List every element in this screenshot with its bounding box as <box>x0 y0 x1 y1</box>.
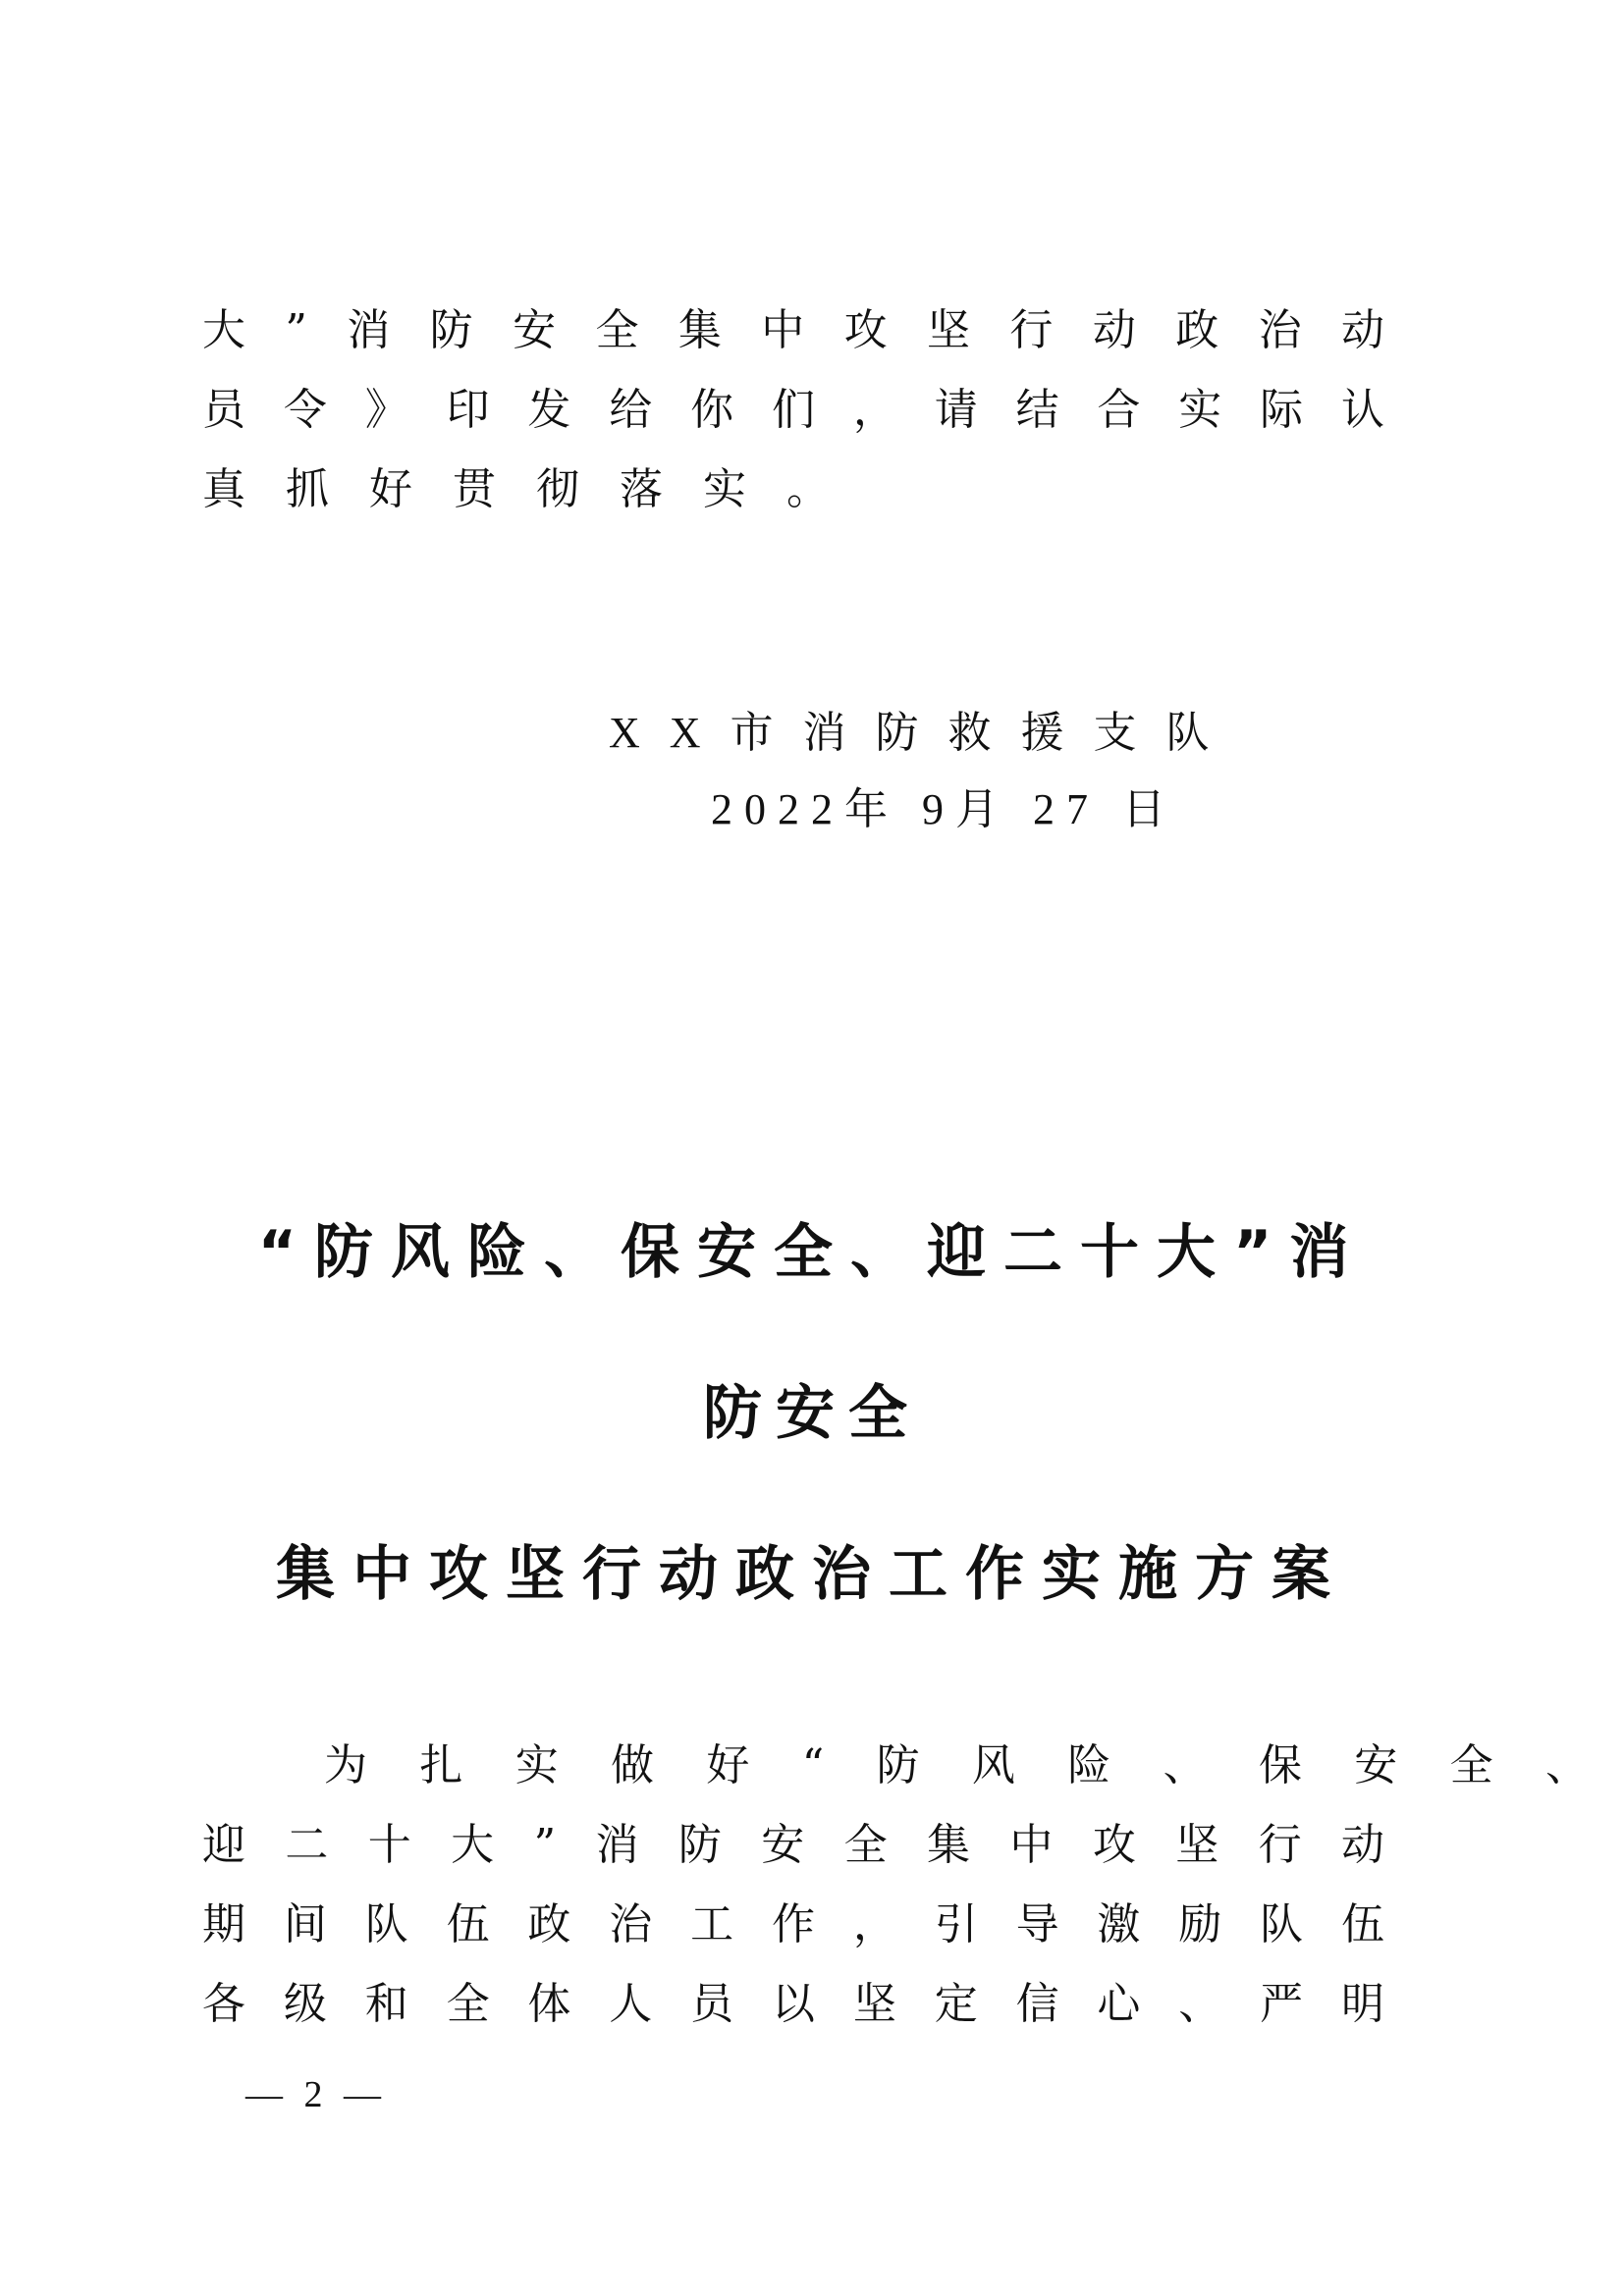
document-title-line-1: “防风险、保安全、迎二十大”消 <box>257 1218 1367 1287</box>
intro-line-1: 大”消防安全集中攻坚行动政治动 <box>202 305 1386 355</box>
intro-paragraph-tail <box>202 291 1386 529</box>
intro-line-2: 员令》印发给你们，请结合实际认 <box>202 385 1386 435</box>
signature-organization: XX市消防救援支队 <box>609 709 1239 757</box>
body-paragraph <box>202 1726 1591 2044</box>
signature-block <box>609 695 1237 848</box>
body-line-4: 各级和全体人员以坚定信心、严明 <box>202 1979 1386 2029</box>
document-title-line-2: 防安全 <box>703 1379 921 1448</box>
signature-date: 2022年 9月 27 日 <box>711 785 1177 833</box>
document-title-line-3: 集中攻坚行动政治工作实施方案 <box>276 1540 1348 1609</box>
page-number: — 2 — <box>245 2074 387 2115</box>
intro-line-3: 真抓好贯彻落实。 <box>202 464 870 514</box>
body-line-1: 为扎实做好“防风险、保安全、 <box>324 1740 1591 1790</box>
body-line-2: 迎二十大”消防安全集中攻坚行动 <box>202 1820 1386 1870</box>
body-line-3: 期间队伍政治工作，引导激励队伍 <box>202 1899 1386 1949</box>
